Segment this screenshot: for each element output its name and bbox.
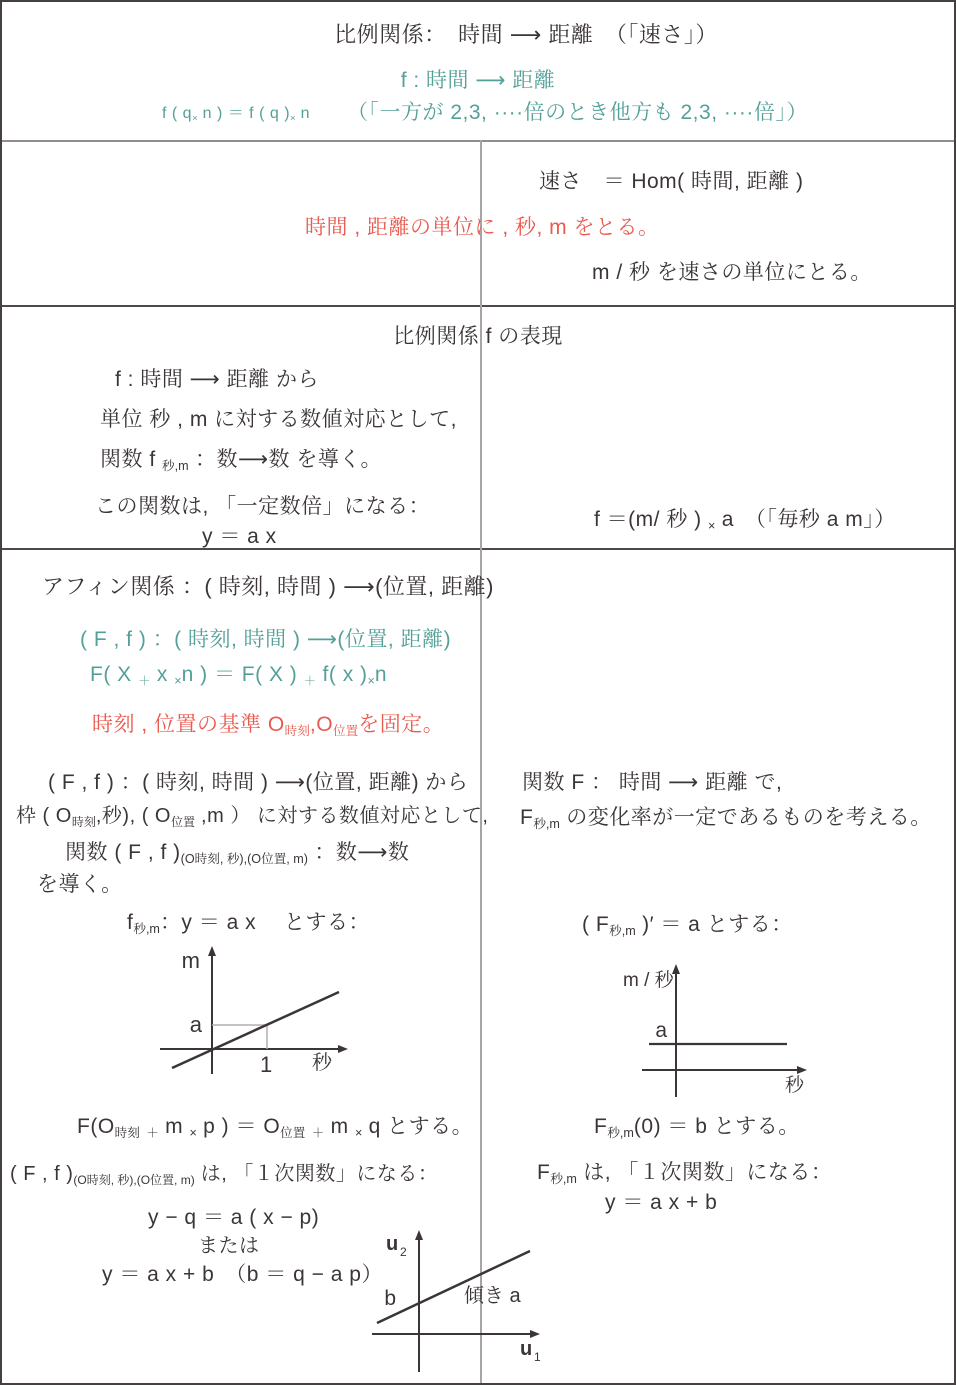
s3-line3: 関数 f $_{秒,m}$ ：数⟶数 を導く。 <box>100 448 382 474</box>
y-axis-arrow <box>415 1230 423 1240</box>
row-divider-3 <box>2 548 954 550</box>
right-r2: $F_{秒,m}$ の変化率が一定であるものを考える。 <box>520 806 932 832</box>
right-r4: $F_{秒,m}(0) = b$ とする。 <box>594 1115 800 1141</box>
map-line: f : 時間 ⟶ 距離 <box>400 69 556 92</box>
g2-ylabel: u <box>386 1233 399 1255</box>
g2-ylabel-sub: 2 <box>400 1245 407 1259</box>
affine-formula: F( X $_+$ x $_\times$n ) ＝ F( X ) $_+$ f( x )$_\times n$ <box>90 663 388 689</box>
g1-one-label: 1 <box>260 1052 273 1077</box>
x-axis-arrow <box>530 1330 540 1338</box>
g1-xlabel: 秒 <box>312 1052 332 1074</box>
g1-a-label: a <box>189 1012 202 1037</box>
s3-line4: この関数は, 「一定数倍」になる： <box>95 495 431 518</box>
right-r6: y ＝ a x + b <box>605 1191 718 1214</box>
proportion-formula: f ( $q_\times$ n ) ＝ f ( q )$_\times$ n <box>162 105 310 125</box>
g1-ylabel: m <box>181 948 200 973</box>
affine-p5: $f_{秒,m}$：y ＝ a x とする： <box>127 911 370 937</box>
hom-formula: 速さ ＝ Hom( 時間, 距離 ) <box>539 170 804 193</box>
g3-xlabel: 秒 <box>785 1075 805 1096</box>
origin-fix-note: 時刻 , 位置の基準 $O_{時刻},O_{位置}$を固定。 <box>92 713 445 739</box>
affine-map-line: ( F , f ) ：( 時刻, 時間 ) ⟶(位置, 距離) <box>80 628 452 651</box>
g2-b-label: b <box>384 1287 396 1310</box>
affine-heading: アフィン関係 ：( 時刻, 時間 ) ⟶(位置, 距離) <box>42 574 494 599</box>
g2-xlabel-sub: 1 <box>534 1350 541 1364</box>
x-axis-arrow <box>797 1066 807 1074</box>
g3-a-label: a <box>655 1019 667 1042</box>
affine-p2: 枠 ( $O_{時刻}$,秒), ( $O_{位置}$ ,m ） に対する数値対応として, <box>16 805 489 829</box>
affine-p7: ( F , f )$_{(O時刻, 秒),(O位置, m)}$ は, 「１次関数」になる： <box>10 1163 439 1187</box>
g3-ylabel: m / 秒 <box>623 970 674 991</box>
graph-constant-rate <box>617 960 827 1102</box>
graph-affine-line <box>362 1224 572 1382</box>
section1-title: 比例関係： 時間 ⟶ 距離 （「速さ」） <box>334 22 718 47</box>
row-divider-2 <box>2 305 954 307</box>
affine-p3: 関数 ( F , f )$_{(O時刻, 秒),(O位置, m)}$ ：数⟶数 <box>65 841 410 867</box>
g2-slope-label: 傾き a <box>464 1285 521 1307</box>
y-axis-arrow <box>208 946 216 956</box>
unit-choice-note: 時間 , 距離の単位に , 秒, m をとる。 <box>305 216 660 239</box>
right-r1: 関数 F ： 時間 ⟶ 距離 で, <box>522 771 783 794</box>
right-r3: ( $F_{秒,m}$ )′ ＝ a とする： <box>582 913 793 939</box>
affine-p4: を導く。 <box>37 873 123 896</box>
s3-line2: 単位 秒 , m に対する数値対応として, <box>100 408 457 431</box>
speed-unit-line: m / 秒 を速さの単位にとる。 <box>592 261 872 284</box>
or-label: または <box>198 1235 260 1257</box>
affine-p6: $F(O_{時刻}$ $_+$ m $_\times$ p ) ＝ $O_{位置}$ $_+$ m $_\times$ q とする。 <box>77 1115 474 1141</box>
proportion-note: （「一方が 2,3, ····倍のとき他方も 2,3, ····倍」） <box>347 101 808 124</box>
affine-p1: ( F , f ) ：( 時刻, 時間 ) ⟶(位置, 距離) から <box>48 771 469 794</box>
right-r5: $F_{秒,m}$ は, 「１次関数」になる： <box>537 1161 833 1187</box>
row-divider-1 <box>2 140 954 142</box>
slope-intercept-eq: y ＝ a x + b （b ＝ q − a p） <box>102 1263 383 1286</box>
g2-xlabel: u <box>520 1338 533 1360</box>
section3-title: 比例関係 f の表現 <box>393 325 563 348</box>
graph-proportional <box>152 942 382 1114</box>
s3-line1: f : 時間 ⟶ 距離 から <box>115 368 319 391</box>
s3-yax: y ＝ a x <box>202 525 277 548</box>
s3-right-formula: f ＝(m/ 秒 ) $_\times$ a （「毎秒 a m」） <box>594 508 896 534</box>
x-axis-arrow <box>338 1045 348 1053</box>
point-slope-eq: y − q ＝ a ( x − p) <box>148 1206 320 1229</box>
